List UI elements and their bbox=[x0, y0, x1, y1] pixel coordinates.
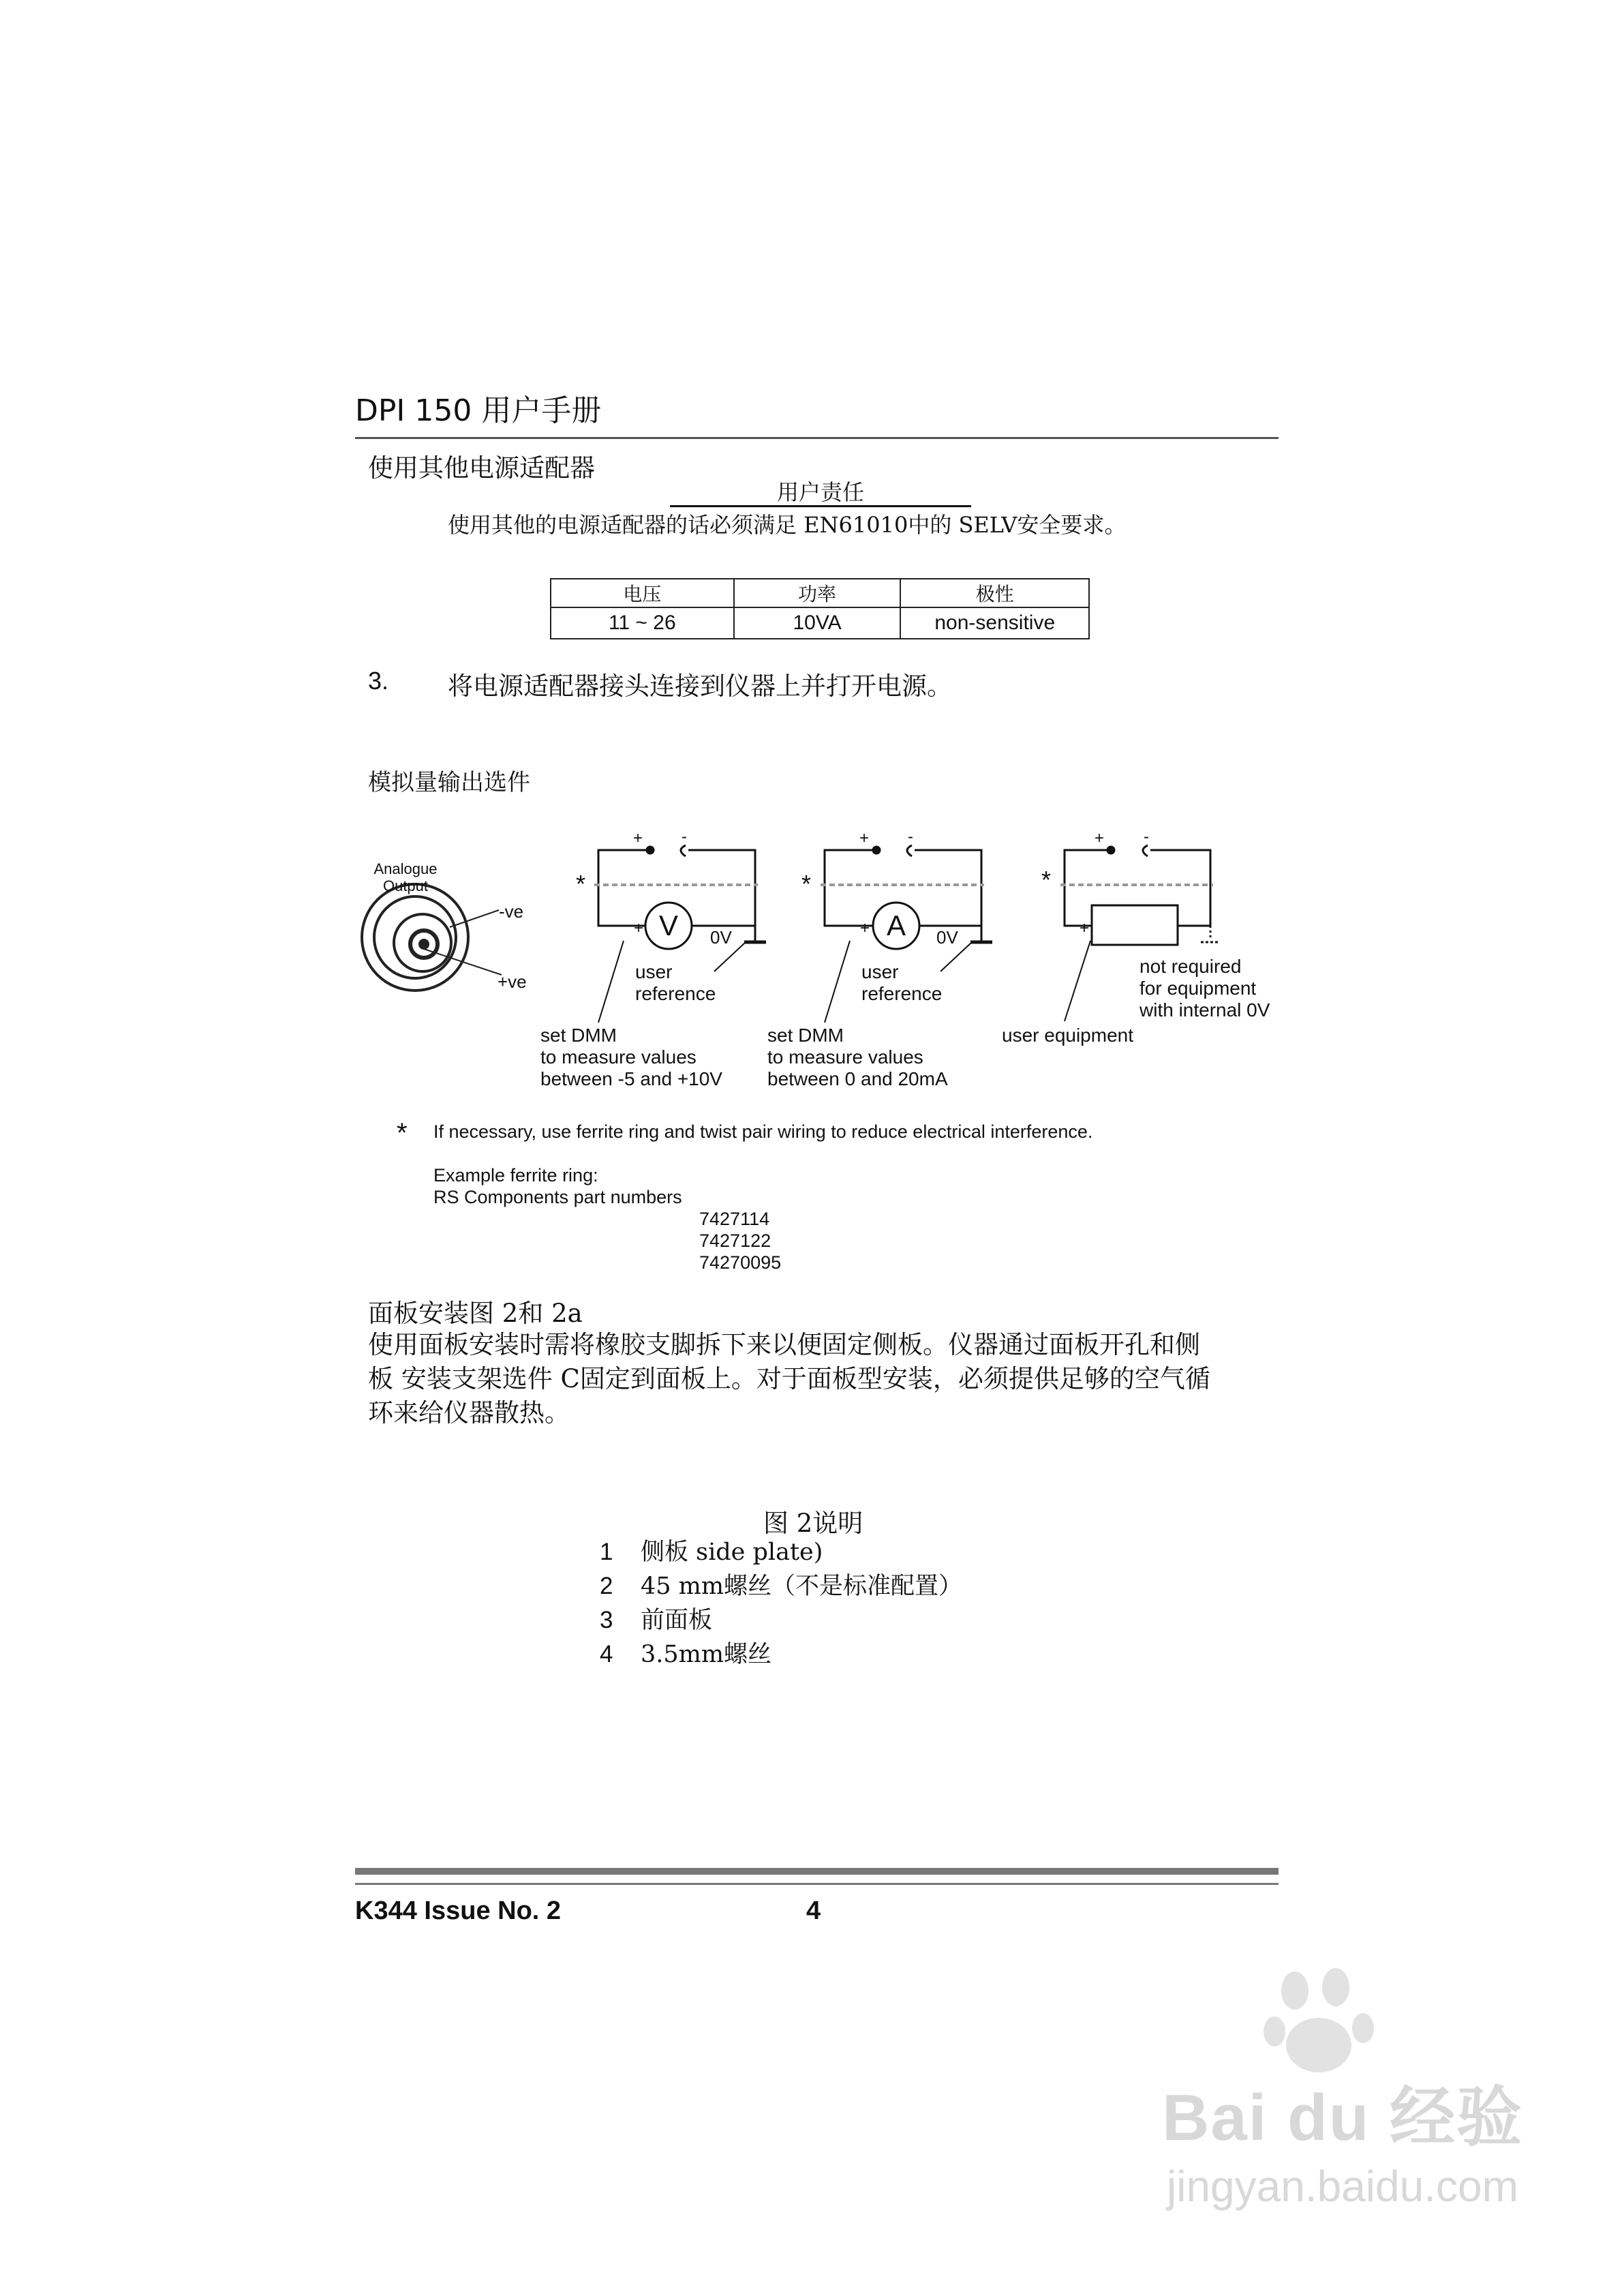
circuit1-plus2: + bbox=[634, 919, 644, 937]
voltmeter-letter: V bbox=[658, 909, 678, 941]
circuit3-star: * bbox=[1041, 866, 1052, 894]
user-equipment-box bbox=[1092, 905, 1178, 945]
adapter-heading: 使用其他电源适配器 bbox=[368, 453, 595, 483]
cell-power: 10VA bbox=[734, 607, 901, 639]
cell-polarity: non-sensitive bbox=[900, 607, 1089, 639]
step-number: 3. bbox=[368, 667, 389, 695]
bnc-connector-icon bbox=[362, 884, 502, 991]
connector-label: Analogue Output bbox=[373, 860, 438, 894]
list-item: 3 前面板 bbox=[600, 1607, 713, 1634]
header-power: 功率 bbox=[734, 579, 901, 607]
circuit3-plus2: + bbox=[1080, 919, 1090, 937]
circuit3-minus: - bbox=[1144, 828, 1149, 846]
list-item: 1 侧板 side plate) bbox=[600, 1539, 823, 1566]
ammeter-letter: A bbox=[886, 909, 906, 941]
list-item: 74270095 bbox=[699, 1252, 782, 1273]
circuit2-zero: 0V bbox=[936, 927, 958, 948]
page-title: DPI 150 用户手册 bbox=[355, 393, 602, 428]
user-equipment-label: user equipment bbox=[1002, 1025, 1134, 1046]
step-text: 将电源适配器接头连接到仪器上并打开电源。 bbox=[448, 671, 952, 701]
header-polarity: 极性 bbox=[900, 579, 1089, 607]
circuit1-plus: + bbox=[633, 829, 643, 847]
circuit3-note: not required for equipment with internal 0V bbox=[1139, 956, 1270, 1021]
circuit3-plus: + bbox=[1095, 829, 1105, 847]
footnote-text: If necessary, use ferrite ring and twist pair wiring to reduce electrical interference. bbox=[433, 1121, 1093, 1142]
circuit2-plus2: + bbox=[860, 919, 870, 937]
circuit2-minus: - bbox=[908, 828, 913, 846]
circuit2-star: * bbox=[801, 870, 812, 898]
circuit2-note: set DMM to measure values between 0 and 20mA bbox=[767, 1025, 948, 1089]
circuit1-note: set DMM to measure values between -5 and +10V bbox=[540, 1025, 722, 1089]
paw-logo-icon bbox=[1261, 1963, 1383, 2079]
circuit1-star: * bbox=[576, 870, 586, 898]
footer-rule-thin bbox=[355, 1883, 1279, 1885]
watermark-url: jingyan.baidu.com bbox=[1167, 2162, 1518, 2211]
pos-label: +ve bbox=[498, 971, 527, 992]
circuit1-minus: - bbox=[682, 828, 687, 846]
header-voltage: 电压 bbox=[551, 579, 734, 607]
panel-paragraph: 使用面板安装时需将橡胶支脚拆下来以便固定侧板。仪器通过面板开孔和侧 板 安装支架选件 C固定到面板上。对于面板型安装，必须提供足够的空气循 环来给仪器散热。 bbox=[368, 1330, 1210, 1428]
ferrite-info: Example ferrite ring: RS Components part numbers bbox=[433, 1165, 682, 1207]
circuit2-reference: user reference bbox=[861, 961, 943, 1004]
analogue-output-diagram bbox=[0, 0, 1622, 1125]
analogue-heading: 模拟量输出选件 bbox=[368, 769, 530, 796]
list-item: 7427122 bbox=[699, 1230, 771, 1251]
watermark-brand: Bai du 经验 bbox=[1162, 2081, 1524, 2154]
footnote-star: * bbox=[397, 1118, 408, 1148]
legend-title: 图 2说明 bbox=[763, 1509, 863, 1538]
footer-doc-id: K344 Issue No. 2 bbox=[355, 1897, 562, 1925]
footer-rule-thick bbox=[355, 1868, 1279, 1875]
circuit2-plus: + bbox=[859, 829, 870, 847]
circuit1-zero: 0V bbox=[710, 927, 732, 948]
responsibility-title: 用户责任 bbox=[670, 479, 971, 507]
part-number-list bbox=[699, 1208, 781, 1273]
list-item: 4 3.5mm螺丝 bbox=[600, 1641, 772, 1668]
page-number: 4 bbox=[806, 1897, 821, 1925]
responsibility-text: 使用其他的电源适配器的话必须满足 EN61010中的 SELV安全要求。 bbox=[448, 512, 1127, 538]
neg-label: -ve bbox=[499, 901, 524, 922]
list-item: 2 45 mm螺丝（不是标准配置） bbox=[600, 1573, 963, 1600]
legend-list bbox=[600, 1535, 962, 1672]
circuit1-reference: user reference bbox=[635, 961, 716, 1004]
panel-heading: 面板安装图 2和 2a bbox=[368, 1299, 583, 1328]
list-item: 7427114 bbox=[699, 1209, 770, 1229]
cell-voltage: 11 ~ 26 bbox=[551, 607, 734, 639]
